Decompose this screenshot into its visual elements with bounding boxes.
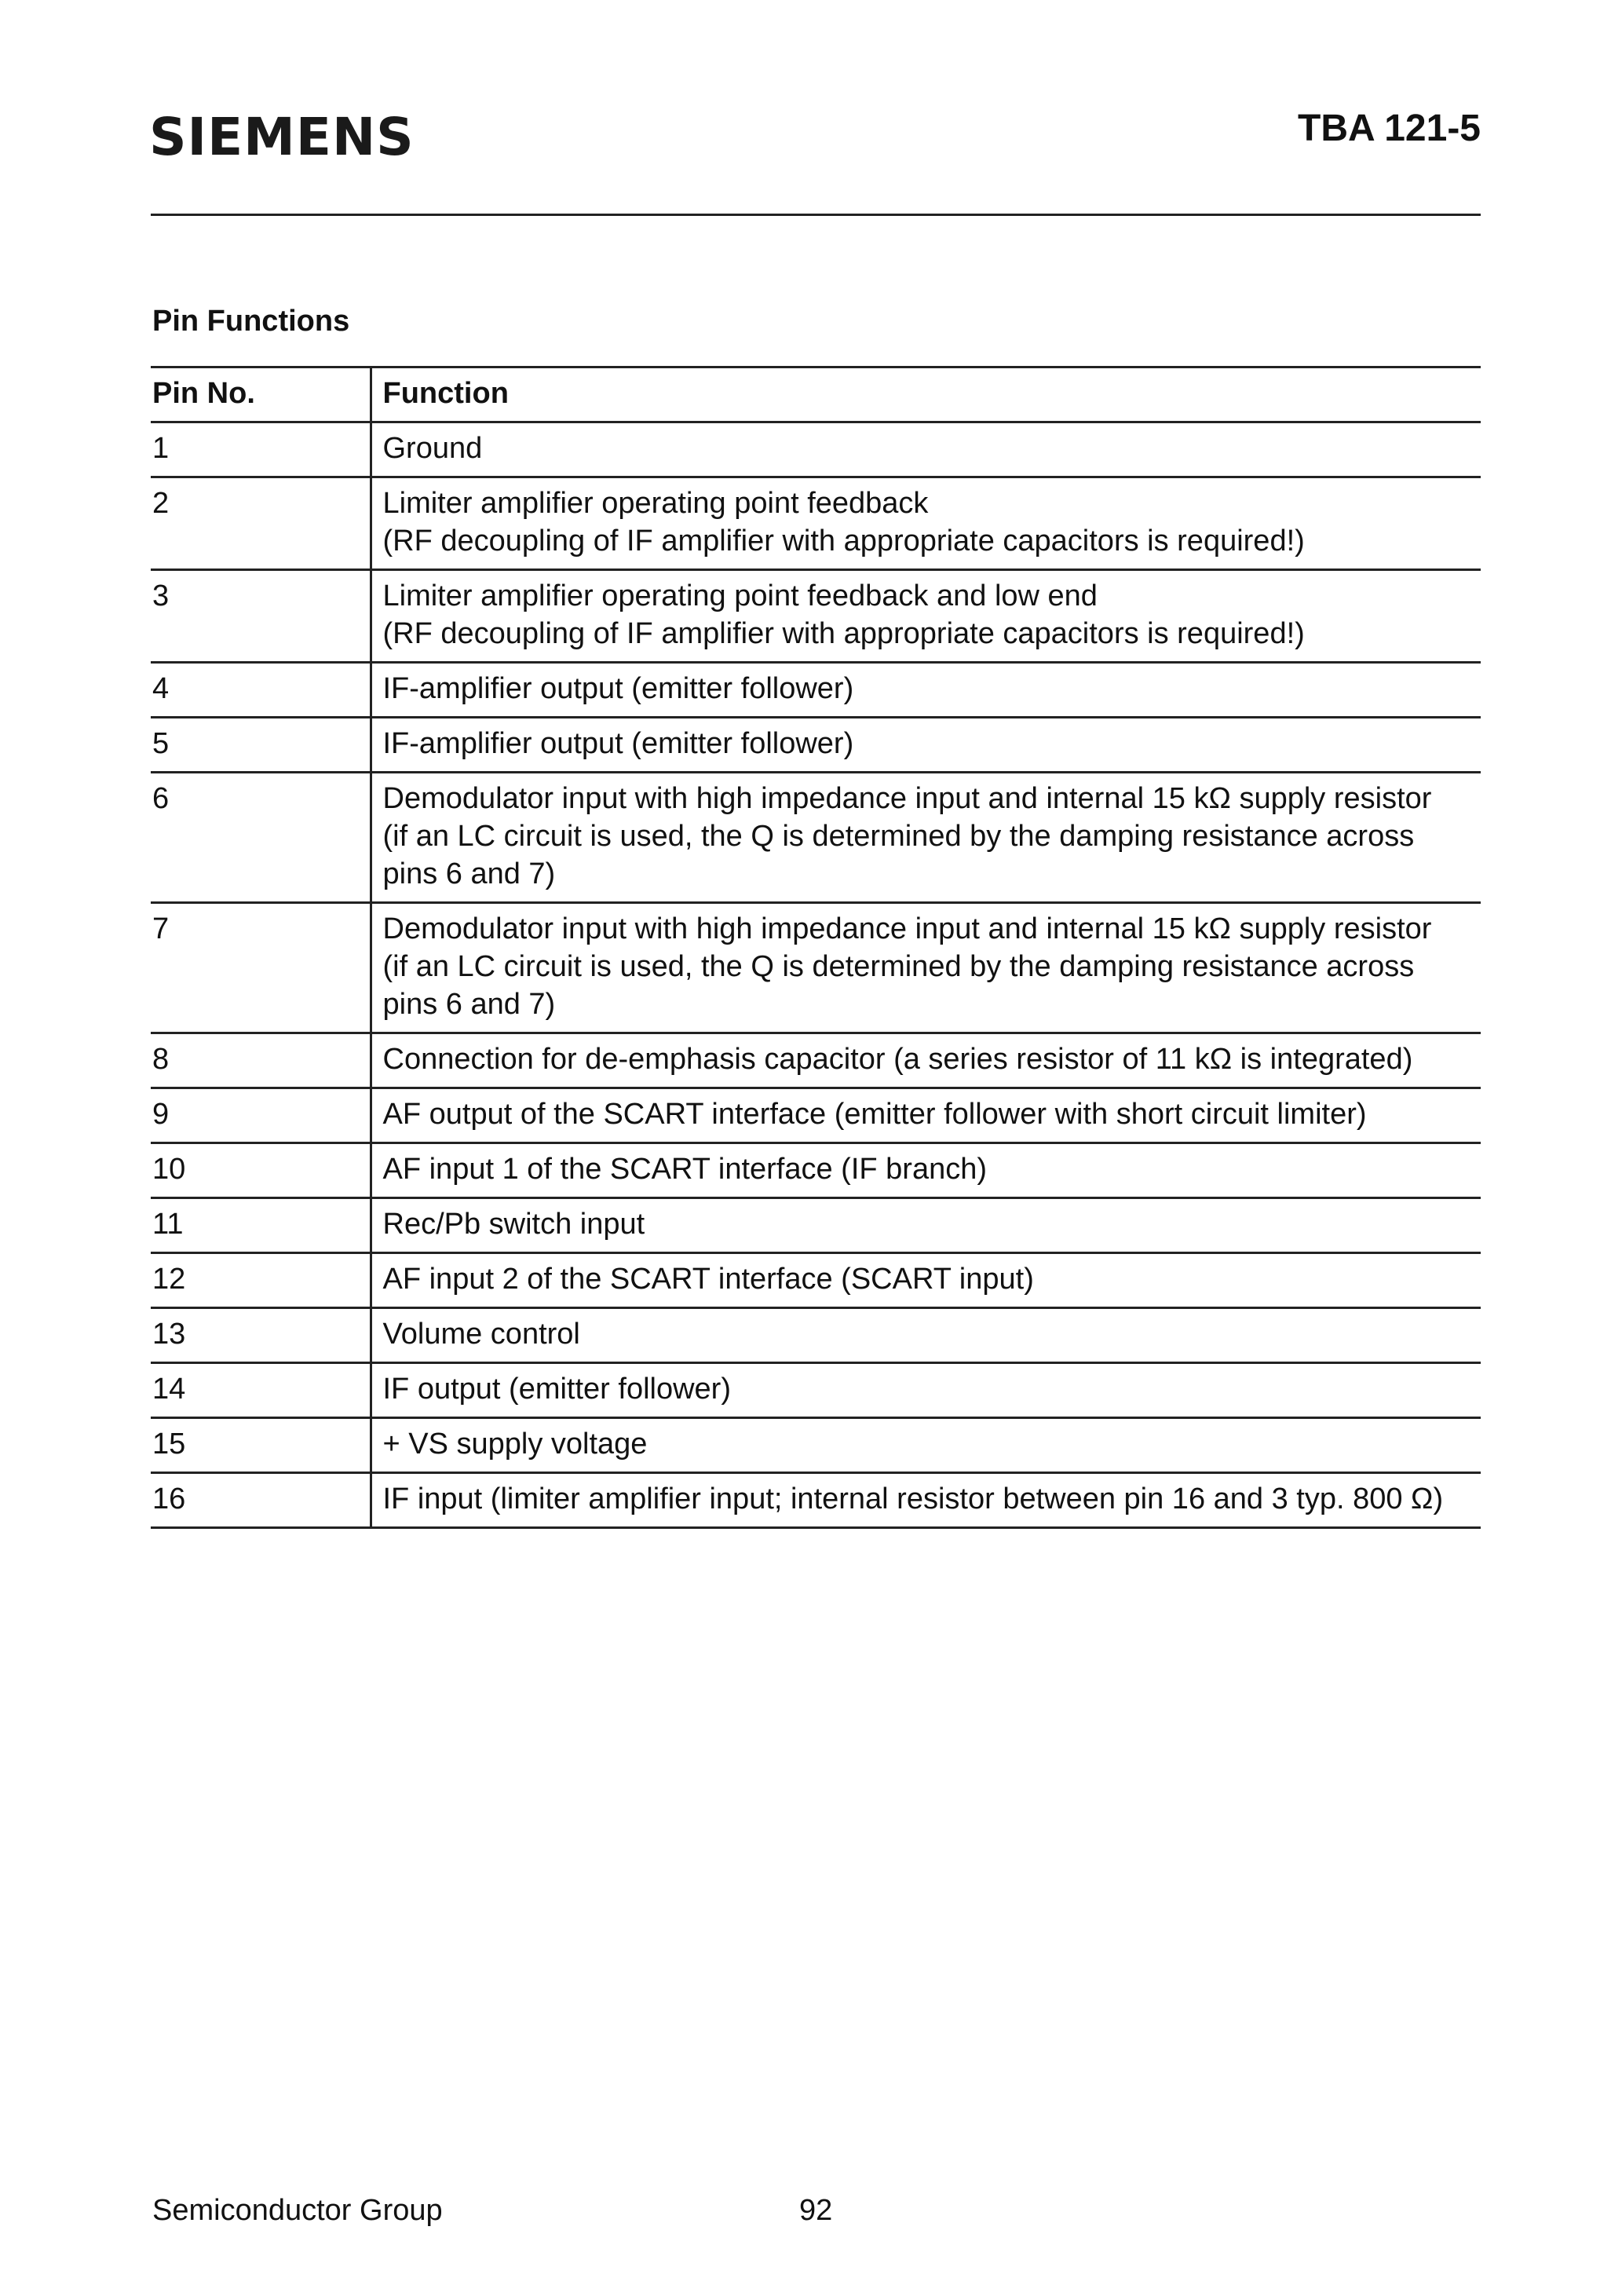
- table-row: [151, 773, 1481, 903]
- function-line: AF output of the SCART interface (emitter follower with short circuit limiter): [382, 1098, 1367, 1131]
- pin-function: [371, 1473, 1481, 1528]
- function-line: Connection for de-emphasis capacitor (a series resistor of 11 kΩ is integrated): [382, 1043, 1413, 1076]
- header-divider: [151, 214, 1481, 216]
- table-row: [151, 1473, 1481, 1528]
- pin-number: 5: [151, 718, 371, 773]
- pin-function: [371, 1088, 1481, 1143]
- function-line: Limiter amplifier operating point feedback: [382, 487, 929, 520]
- function-line: pins 6 and 7): [382, 988, 556, 1021]
- function-line: Demodulator input with high impedance input and internal 15 kΩ supply resistor: [382, 782, 1432, 815]
- pin-number: 6: [151, 773, 371, 903]
- footer-group: Semiconductor Group: [152, 2194, 443, 2227]
- document-code: TBA 121-5: [1298, 108, 1481, 149]
- pin-functions-table: [151, 366, 1481, 1529]
- table-row: [151, 903, 1481, 1033]
- pin-number: 4: [151, 663, 371, 718]
- pin-function: [371, 718, 1481, 773]
- pin-function: [371, 1253, 1481, 1308]
- header-pin-no: Pin No.: [151, 367, 371, 422]
- pin-function: [371, 773, 1481, 903]
- table-row: [151, 422, 1481, 477]
- function-line: (if an LC circuit is used, the Q is determined by the damping resistance across: [382, 950, 1415, 983]
- pin-number: 13: [151, 1308, 371, 1363]
- siemens-logo: SIEMENS: [149, 107, 415, 167]
- pin-number: 1: [151, 422, 371, 477]
- table-row: [151, 1143, 1481, 1198]
- function-line: IF-amplifier output (emitter follower): [382, 672, 854, 705]
- table-row: [151, 1418, 1481, 1473]
- pin-function: [371, 1363, 1481, 1418]
- function-line: (RF decoupling of IF amplifier with appropriate capacitors is required!): [382, 617, 1305, 650]
- table-body: [151, 422, 1481, 1528]
- pin-function: [371, 1418, 1481, 1473]
- function-line: Ground: [382, 432, 483, 465]
- function-line: IF-amplifier output (emitter follower): [382, 727, 854, 760]
- pin-number: 11: [151, 1198, 371, 1253]
- pin-number: 14: [151, 1363, 371, 1418]
- table-row: [151, 1253, 1481, 1308]
- table-row: [151, 1198, 1481, 1253]
- function-line: + VS supply voltage: [382, 1428, 648, 1461]
- table-row: [151, 1033, 1481, 1088]
- pin-function: [371, 1143, 1481, 1198]
- function-line: (RF decoupling of IF amplifier with appropriate capacitors is required!): [382, 525, 1305, 558]
- pin-number: 3: [151, 570, 371, 663]
- table-row: [151, 477, 1481, 570]
- function-line: AF input 2 of the SCART interface (SCART input): [382, 1263, 1034, 1296]
- table-header-row: [151, 367, 1481, 422]
- pin-number: 9: [151, 1088, 371, 1143]
- pin-function: [371, 1033, 1481, 1088]
- function-line: AF input 1 of the SCART interface (IF branch): [382, 1153, 987, 1186]
- pin-function: [371, 570, 1481, 663]
- table-row: [151, 1088, 1481, 1143]
- header-function: Function: [371, 367, 1481, 422]
- pin-number: 12: [151, 1253, 371, 1308]
- pin-function: [371, 903, 1481, 1033]
- pin-function: [371, 663, 1481, 718]
- pin-number: 2: [151, 477, 371, 570]
- table-row: [151, 1308, 1481, 1363]
- pin-number: 10: [151, 1143, 371, 1198]
- section-title: Pin Functions: [152, 305, 350, 338]
- pin-function: [371, 477, 1481, 570]
- function-line: Limiter amplifier operating point feedback and low end: [382, 579, 1098, 612]
- pin-function: [371, 422, 1481, 477]
- pin-function: [371, 1198, 1481, 1253]
- pin-number: 16: [151, 1473, 371, 1528]
- pin-number: 8: [151, 1033, 371, 1088]
- function-line: pins 6 and 7): [382, 857, 556, 890]
- function-line: (if an LC circuit is used, the Q is determined by the damping resistance across: [382, 820, 1415, 853]
- pin-number: 15: [151, 1418, 371, 1473]
- page-number: 92: [799, 2194, 833, 2227]
- table-row: [151, 570, 1481, 663]
- function-line: IF input (limiter amplifier input; internal resistor between pin 16 and 3 typ. 800 Ω): [382, 1483, 1444, 1515]
- function-line: Demodulator input with high impedance input and internal 15 kΩ supply resistor: [382, 912, 1432, 945]
- function-line: Volume control: [382, 1318, 580, 1351]
- pin-function: [371, 1308, 1481, 1363]
- table-row: [151, 663, 1481, 718]
- table-row: [151, 1363, 1481, 1418]
- function-line: IF output (emitter follower): [382, 1373, 731, 1406]
- pin-number: 7: [151, 903, 371, 1033]
- function-line: Rec/Pb switch input: [382, 1208, 645, 1241]
- table-row: [151, 718, 1481, 773]
